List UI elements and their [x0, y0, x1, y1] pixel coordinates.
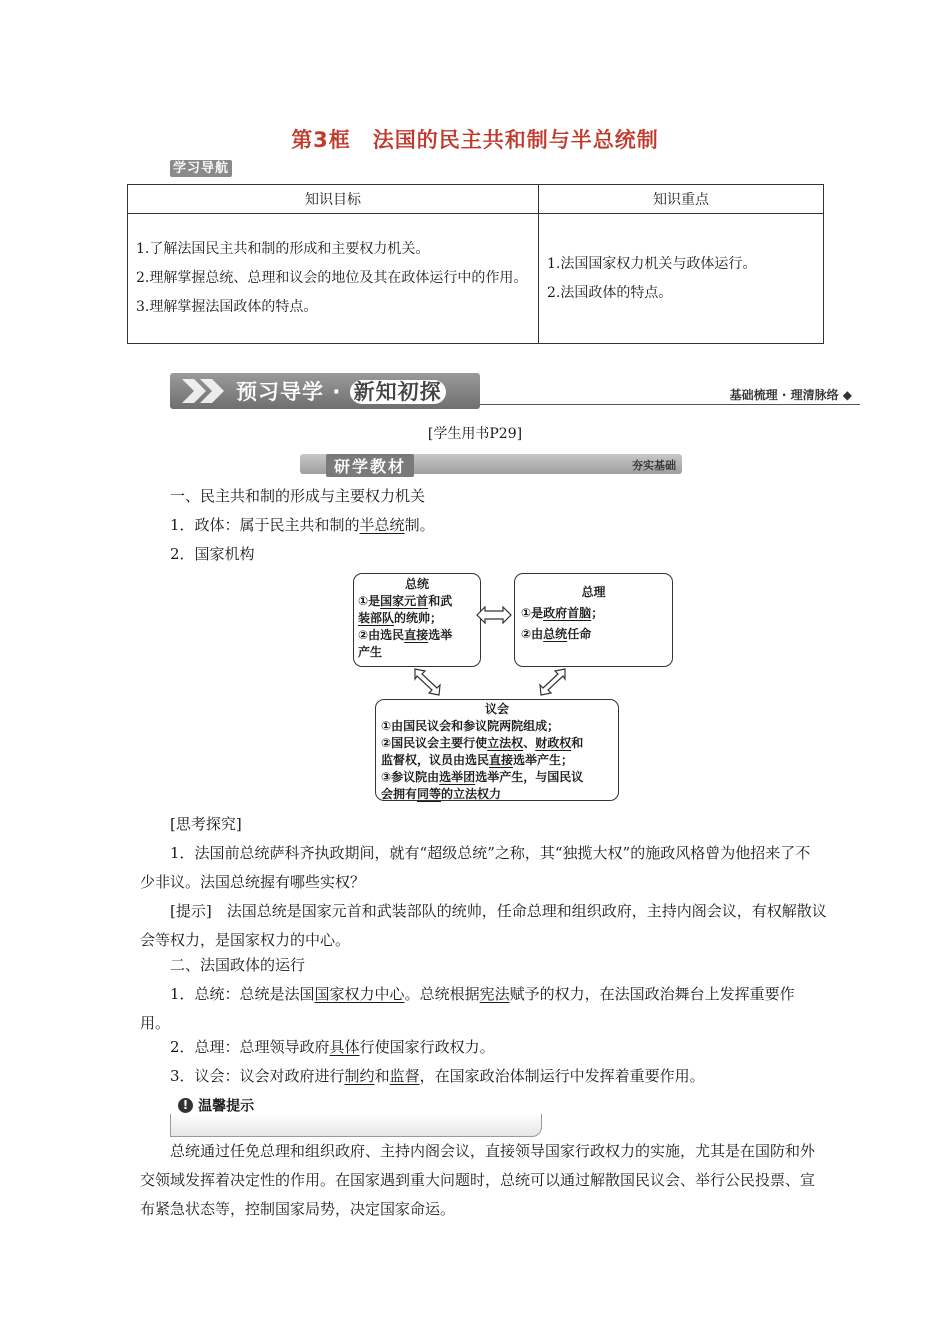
student-ref: [学生用书P29]	[427, 426, 523, 442]
banner-right-title: 新知初探	[350, 380, 446, 404]
header-keypoints: 知识重点	[539, 185, 824, 214]
keypoint-1: 1.法国国家权力机关与政体运行。	[547, 255, 757, 272]
president-box: 总统 ①是国家元首和武 装部队的统帅； ②由选民直接选举 产生	[353, 573, 481, 667]
think-hint: [提示] 法国总统是国家元首和武装部队的统帅，任命总理和组织政府，主持内阁会议，有权解散议会等权力，是国家权力的中心。	[140, 902, 827, 949]
targets-cell	[128, 214, 539, 344]
chevron-icon	[180, 377, 230, 405]
target-1: 1.了解法国民主共和制的形成和主要权力机关。	[136, 241, 430, 257]
header-targets: 知识目标	[128, 185, 539, 214]
section2-item1: 1．总统：总统是法国国家权力中心。总统根据宪法赋予的权力，在法国政治舞台上发挥重要作用。	[140, 985, 795, 1032]
nav-badge: 学习导航	[170, 157, 232, 176]
tip-bar	[170, 1114, 542, 1137]
parliament-box: 议会 ①由国民议会和参议院两院组成； ②国民议会主要行使立法权、财政权和 监督权，议员由选民直接选举产生； ③参议院由选举团选举产生，与国民议 会拥有同等的立法权力	[375, 699, 619, 801]
keypoint-2: 2.法国政体的特点。	[547, 284, 673, 301]
target-3: 3.理解掌握法国政体的特点。	[136, 299, 318, 315]
think-label: [思考探究]	[170, 815, 242, 833]
exclamation-icon: !	[178, 1098, 193, 1113]
section2-item3: 3．议会：议会对政府进行制约和监督，在国家政治体制运行中发挥着重要作用。	[170, 1067, 705, 1085]
tip-text: 总统通过任免总理和组织政府、主持内阁会议，直接领导国家行政权力的实施，尤其是在国防和外交领域发挥着决定性的作用。在国家遇到重大问题时，总统可以通过解散国民议会、举行公民投票、宣布紧急状态等，控制国家局势，决定国家命运。	[140, 1142, 816, 1218]
section1-item2: 2．国家机构	[170, 545, 255, 563]
section1-heading: 一、民主共和制的形成与主要权力机关	[170, 487, 426, 505]
sub-banner-title: 研学教材	[326, 454, 414, 477]
target-2: 2.理解掌握总统、总理和议会的地位及其在政体运行中的作用。	[136, 270, 528, 286]
keypoints-cell	[539, 214, 824, 344]
banner-dot: ·	[332, 380, 342, 404]
banner-left: 预习导学	[236, 380, 324, 404]
double-arrow-icon	[476, 606, 512, 624]
section1-item1: 1．政体：属于民主共和制的半总统制。	[170, 516, 435, 534]
premier-box: 总理 ①是政府首脑； ②由总统任命	[514, 573, 673, 667]
section-banner	[170, 373, 860, 409]
think-question: 1．法国前总统萨科齐执政期间，就有“超级总统”之称，其“独揽大权”的施政风格曾为他招来了不少非议。法国总统握有哪些实权？	[140, 844, 811, 891]
sub-banner	[300, 454, 682, 474]
banner-tagline: 基础梳理 · 理清脉络 ◆	[729, 388, 852, 402]
sub-banner-tag: 夯实基础	[632, 459, 676, 472]
section2-item2: 2．总理：总理领导政府具体行使国家行政权力。	[170, 1038, 495, 1056]
page-title: 第3框 法国的民主共和制与半总统制	[291, 128, 659, 152]
goals-table	[127, 184, 824, 344]
arrow-premier-parliament-icon	[538, 666, 568, 698]
section2-heading: 二、法国政体的运行	[170, 956, 306, 974]
tip-label: ! 温馨提示	[178, 1095, 254, 1116]
arrow-president-parliament-icon	[412, 666, 442, 698]
